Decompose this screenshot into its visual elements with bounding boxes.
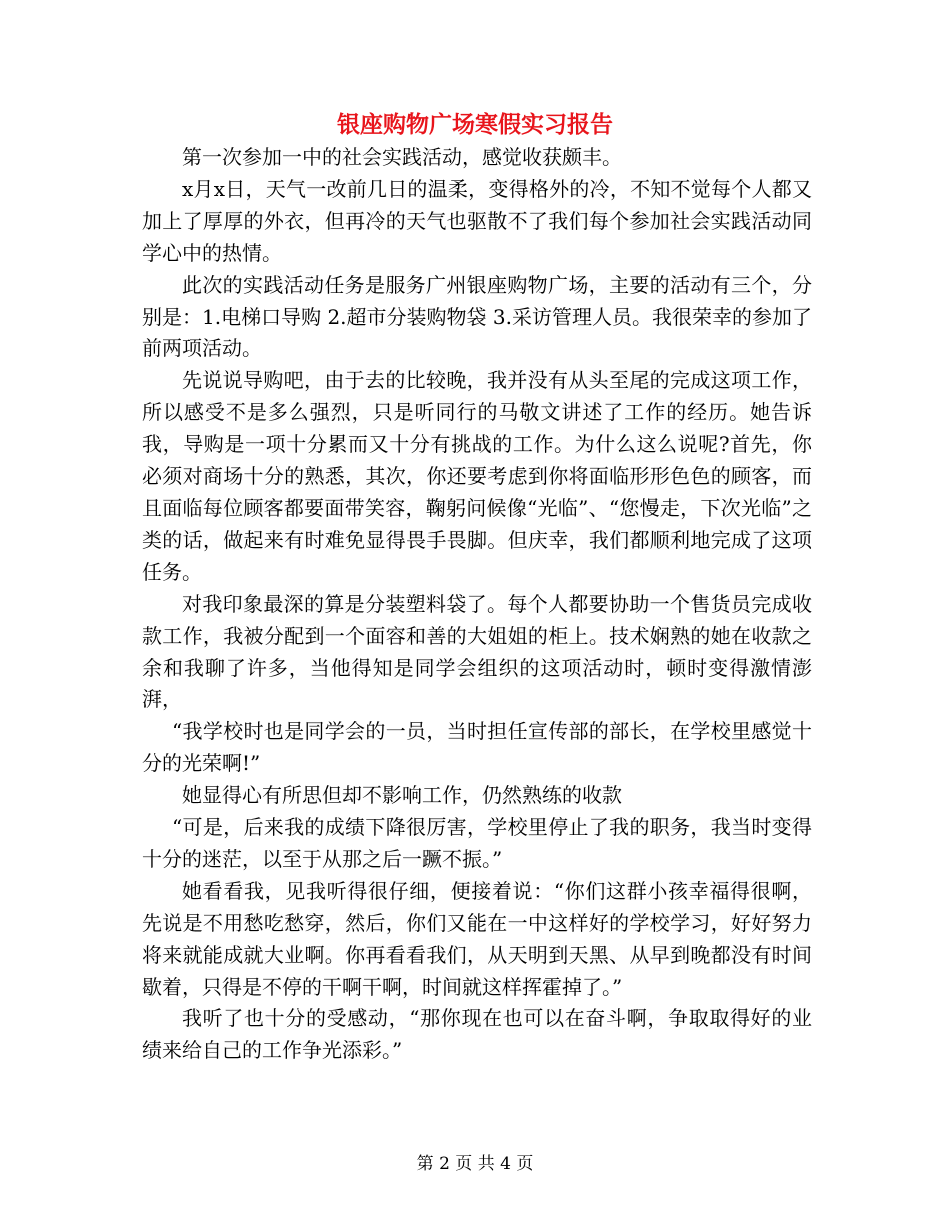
- paragraph-3: 此次的实践活动任务是服务广州银座购物广场，主要的活动有三个，分别是：1.电梯口导购 2.超市分装购物袋 3.采访管理人员。我很荣幸的参加了前两项活动。: [142, 272, 812, 361]
- paragraph-1: 第一次参加一中的社会实践活动，感觉收获颇丰。: [182, 145, 622, 169]
- document-body: [142, 142, 812, 1067]
- paragraph-7: 她显得心有所思但却不影响工作，仍然熟练的收款: [182, 783, 622, 808]
- paragraph-8: “可是，后来我的成绩下降很厉害，学校里停止了我的职务，我当时变得十分的迷茫，以至于从那之后一蹶不振。”: [142, 815, 812, 871]
- paragraph-4: 先说说导购吧，由于去的比较晚，我并没有从头至尾的完成这项工作，所以感受不是多么强烈，只是听同行的马敬文讲述了工作的经历。她告诉我，导购是一项十分累而又十分有挑战的工作。为什么这么说呢?首先，你必须对商场十分的熟悉，其次，你还要考虑到你将面临形形色色的顾客，而且面临每位顾客都要面带笑容，鞠躬问候像“光临”、“您慢走，下次光临”之类的话，做起来有时难免显得畏手畏脚。但庆幸，我们都顺利地完成了这项任务。: [142, 368, 812, 584]
- document-title: 银座购物广场寒假实习报告: [337, 111, 613, 138]
- paragraph-9: 她看看我，见我听得很仔细，便接着说：“你们这群小孩幸福得很啊，先说是不用愁吃愁穿，然后，你们又能在一中这样好的学校学习，好好努力将来就能成就大业啊。你再看看我们，从天明到天黑、从早到晚都没有时间歇着，只得是不停的干啊干啊，时间就这样挥霍掉了。”: [142, 878, 812, 999]
- paragraph-5: 对我印象最深的算是分装塑料袋了。每个人都要协助一个售货员完成收款工作，我被分配到一个面容和善的大姐姐的柜上。技术娴熟的她在收款之余和我聊了许多，当他得知是同学会组织的这项活动时，顿时变得激情澎湃，: [142, 591, 812, 712]
- page-number-footer: 第 2 页 共 4 页: [416, 1154, 534, 1174]
- paragraph-6: “我学校时也是同学会的一员，当时担任宣传部的部长，在学校里感觉十分的光荣啊!”: [142, 719, 812, 776]
- paragraph-10: 我听了也十分的受感动，“那你现在也可以在奋斗啊，争取取得好的业绩来给自己的工作争光添彩。”: [142, 1006, 812, 1063]
- paragraph-2: x月x日，天气一改前几日的温柔，变得格外的冷，不知不觉每个人都又加上了厚厚的外衣，但再冷的天气也驱散不了我们每个参加社会实践活动同学心中的热情。: [142, 176, 812, 265]
